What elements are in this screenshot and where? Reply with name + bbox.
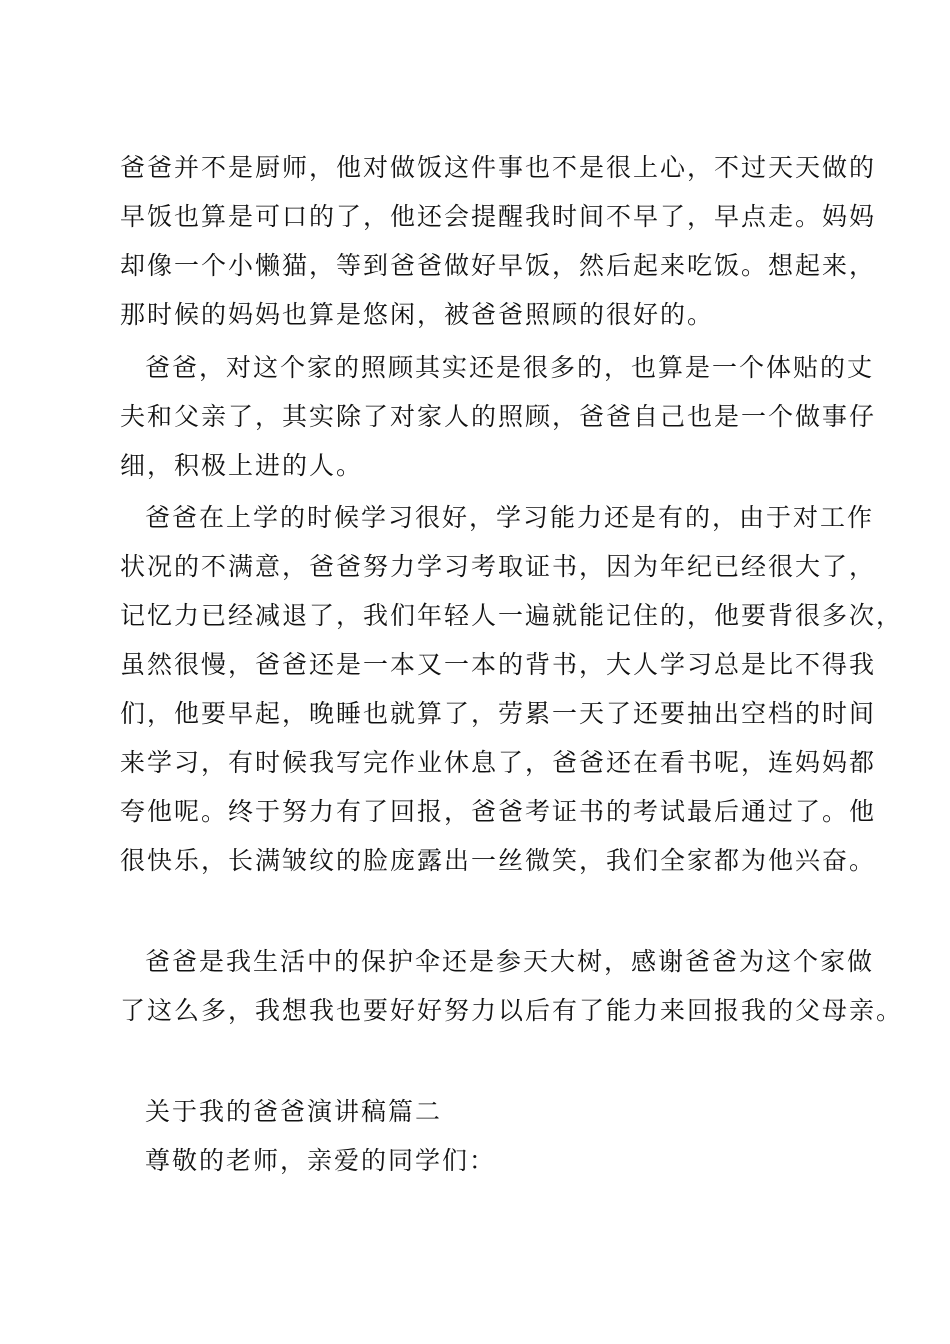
paragraph-line: 早饭也算是可口的了，他还会提醒我时间不早了，早点走。妈妈 [120,202,877,231]
paragraph-3 [120,493,904,885]
paragraph-line: 来学习，有时候我写完作业休息了，爸爸还在看书呢，连妈妈都 [120,748,877,777]
paragraph-line: 细，积极上进的人。 [120,451,364,480]
paragraph-line: 夸他呢。终于努力有了回报，爸爸考证书的考试最后通过了。他 [120,797,877,826]
paragraph-line: 却像一个小懒猫，等到爸爸做好早饭，然后起来吃饭。想起来， [120,251,877,280]
paragraph-line: 夫和父亲了，其实除了对家人的照顾，爸爸自己也是一个做事仔 [120,402,877,431]
paragraph-2 [120,343,877,490]
paragraph-line: 爸爸，对这个家的照顾其实还是很多的，也算是一个体贴的丈 [145,353,875,382]
paragraph-line: 记忆力已经减退了，我们年轻人一遍就能记住的，他要背很多次， [120,601,904,630]
paragraph-line: 虽然很慢，爸爸还是一本又一本的背书，大人学习总是比不得我 [120,650,877,679]
paragraph-line: 爸爸在上学的时候学习很好，学习能力还是有的，由于对工作 [145,503,875,532]
greeting: 尊敬的老师，亲爱的同学们： [145,1146,497,1175]
paragraph-line: 了这么多，我想我也要好好努力以后有了能力来回报我的父母亲。 [120,996,904,1025]
section-title: 关于我的爸爸演讲稿篇二 [145,1097,443,1126]
section-header [120,1087,840,1185]
paragraph-line: 很快乐，长满皱纹的脸庞露出一丝微笑，我们全家都为他兴奋。 [120,846,877,875]
paragraph-line: 状况的不满意，爸爸努力学习考取证书，因为年纪已经很大了， [120,552,877,581]
paragraph-line: 那时候的妈妈也算是悠闲，被爸爸照顾的很好的。 [120,300,715,329]
paragraph-1 [120,143,877,339]
paragraph-line: 们，他要早起，晚睡也就算了，劳累一天了还要抽出空档的时间 [120,699,877,728]
paragraph-line: 爸爸是我生活中的保护伞还是参天大树，感谢爸爸为这个家做 [145,947,875,976]
paragraph-4 [120,937,904,1035]
paragraph-line: 爸爸并不是厨师，他对做饭这件事也不是很上心，不过天天做的 [120,153,877,182]
